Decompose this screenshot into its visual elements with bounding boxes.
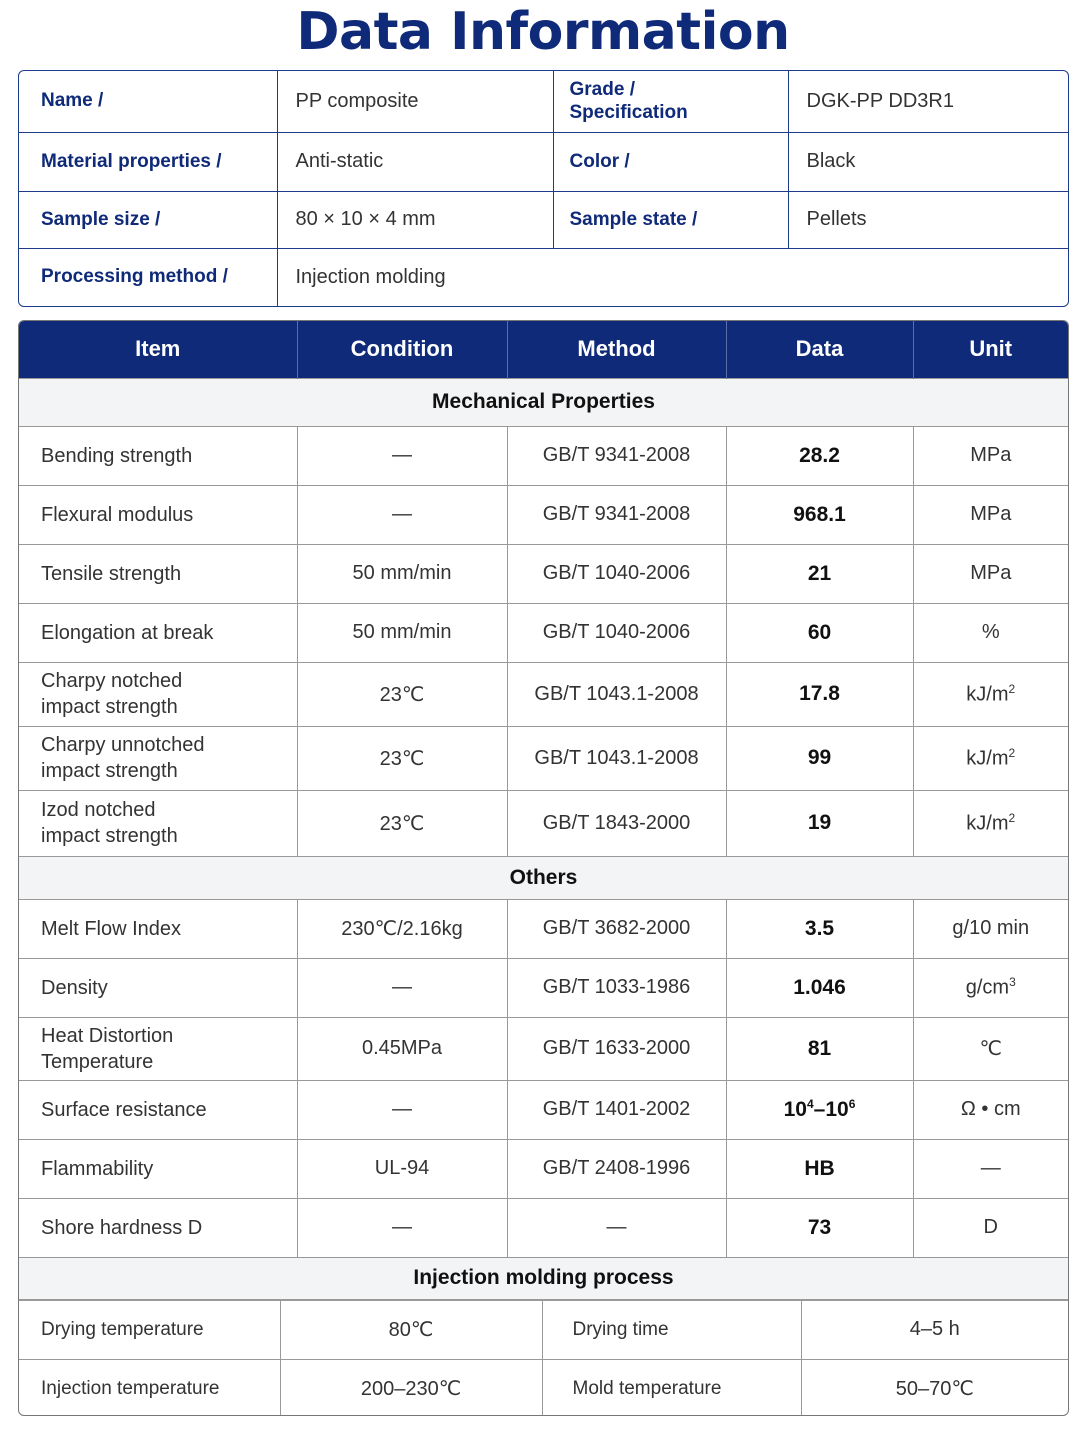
table-row: Charpy unnotched impact strength 23℃ GB/T 1043.1-2008 99 $kJ/m^2$ xyxy=(19,726,1068,790)
material-label: Material properties / xyxy=(19,132,277,191)
material-value: Anti-static xyxy=(277,132,553,191)
table-row: Drying temperature 80℃ Drying time 4–5 h xyxy=(19,1300,1068,1359)
grade-value: DGK-PP DD3R1 xyxy=(788,71,1068,132)
grade-label: Grade / Specification xyxy=(553,71,788,132)
table-row: Density — GB/T 1033-1986 1.046 $g/cm^3$ xyxy=(19,958,1068,1017)
table-row: Surface resistance — GB/T 1401-2002 $10^4-10^6$ Ω • cm xyxy=(19,1080,1068,1139)
table-row: Melt Flow Index 230℃/2.16kg GB/T 3682-2000 3.5 g/10 min xyxy=(19,899,1068,958)
header-data: Data xyxy=(726,321,913,378)
processing-label: Processing method / xyxy=(19,248,277,306)
header-unit: Unit xyxy=(913,321,1068,378)
section-injection: Injection molding process xyxy=(19,1257,1068,1299)
state-value: Pellets xyxy=(788,191,1068,248)
section-others: Others xyxy=(19,856,1068,899)
table-row: Tensile strength 50 mm/min GB/T 1040-2006 21 MPa xyxy=(19,544,1068,603)
name-label: Name / xyxy=(19,71,277,132)
page-title: Data Information xyxy=(296,2,790,62)
table-row: Flexural modulus — GB/T 9341-2008 968.1 MPa xyxy=(19,485,1068,544)
table-row: Shore hardness D — — 73 D xyxy=(19,1198,1068,1257)
table-row: Elongation at break 50 mm/min GB/T 1040-2006 60 % xyxy=(19,603,1068,662)
table-row: Charpy notched impact strength 23℃ GB/T 1043.1-2008 17.8 $kJ/m^2$ xyxy=(19,662,1068,726)
state-label: Sample state / xyxy=(553,191,788,248)
table-row: Flammability UL-94 GB/T 2408-1996 HB — xyxy=(19,1139,1068,1198)
header-condition: Condition xyxy=(297,321,507,378)
table-row: Bending strength — GB/T 9341-2008 28.2 MPa xyxy=(19,426,1068,485)
size-value: 80 × 10 × 4 mm xyxy=(277,191,553,248)
properties-table xyxy=(18,320,1069,1416)
info-table xyxy=(18,70,1069,307)
header-item: Item xyxy=(19,321,297,378)
table-row: Heat Distortion Temperature 0.45MPa GB/T 1633-2000 81 ℃ xyxy=(19,1017,1068,1080)
header-method: Method xyxy=(507,321,726,378)
color-label: Color / xyxy=(553,132,788,191)
size-label: Sample size / xyxy=(19,191,277,248)
table-row: Injection temperature 200–230℃ Mold temperature 50–70℃ xyxy=(19,1359,1068,1416)
section-mechanical: Mechanical Properties xyxy=(19,378,1068,426)
name-value: PP composite xyxy=(277,71,553,132)
table-row: Izod notched impact strength 23℃ GB/T 1843-2000 19 $kJ/m^2$ xyxy=(19,790,1068,856)
process-table xyxy=(19,1300,1068,1417)
color-value: Black xyxy=(788,132,1068,191)
processing-value: Injection molding xyxy=(277,248,1068,306)
